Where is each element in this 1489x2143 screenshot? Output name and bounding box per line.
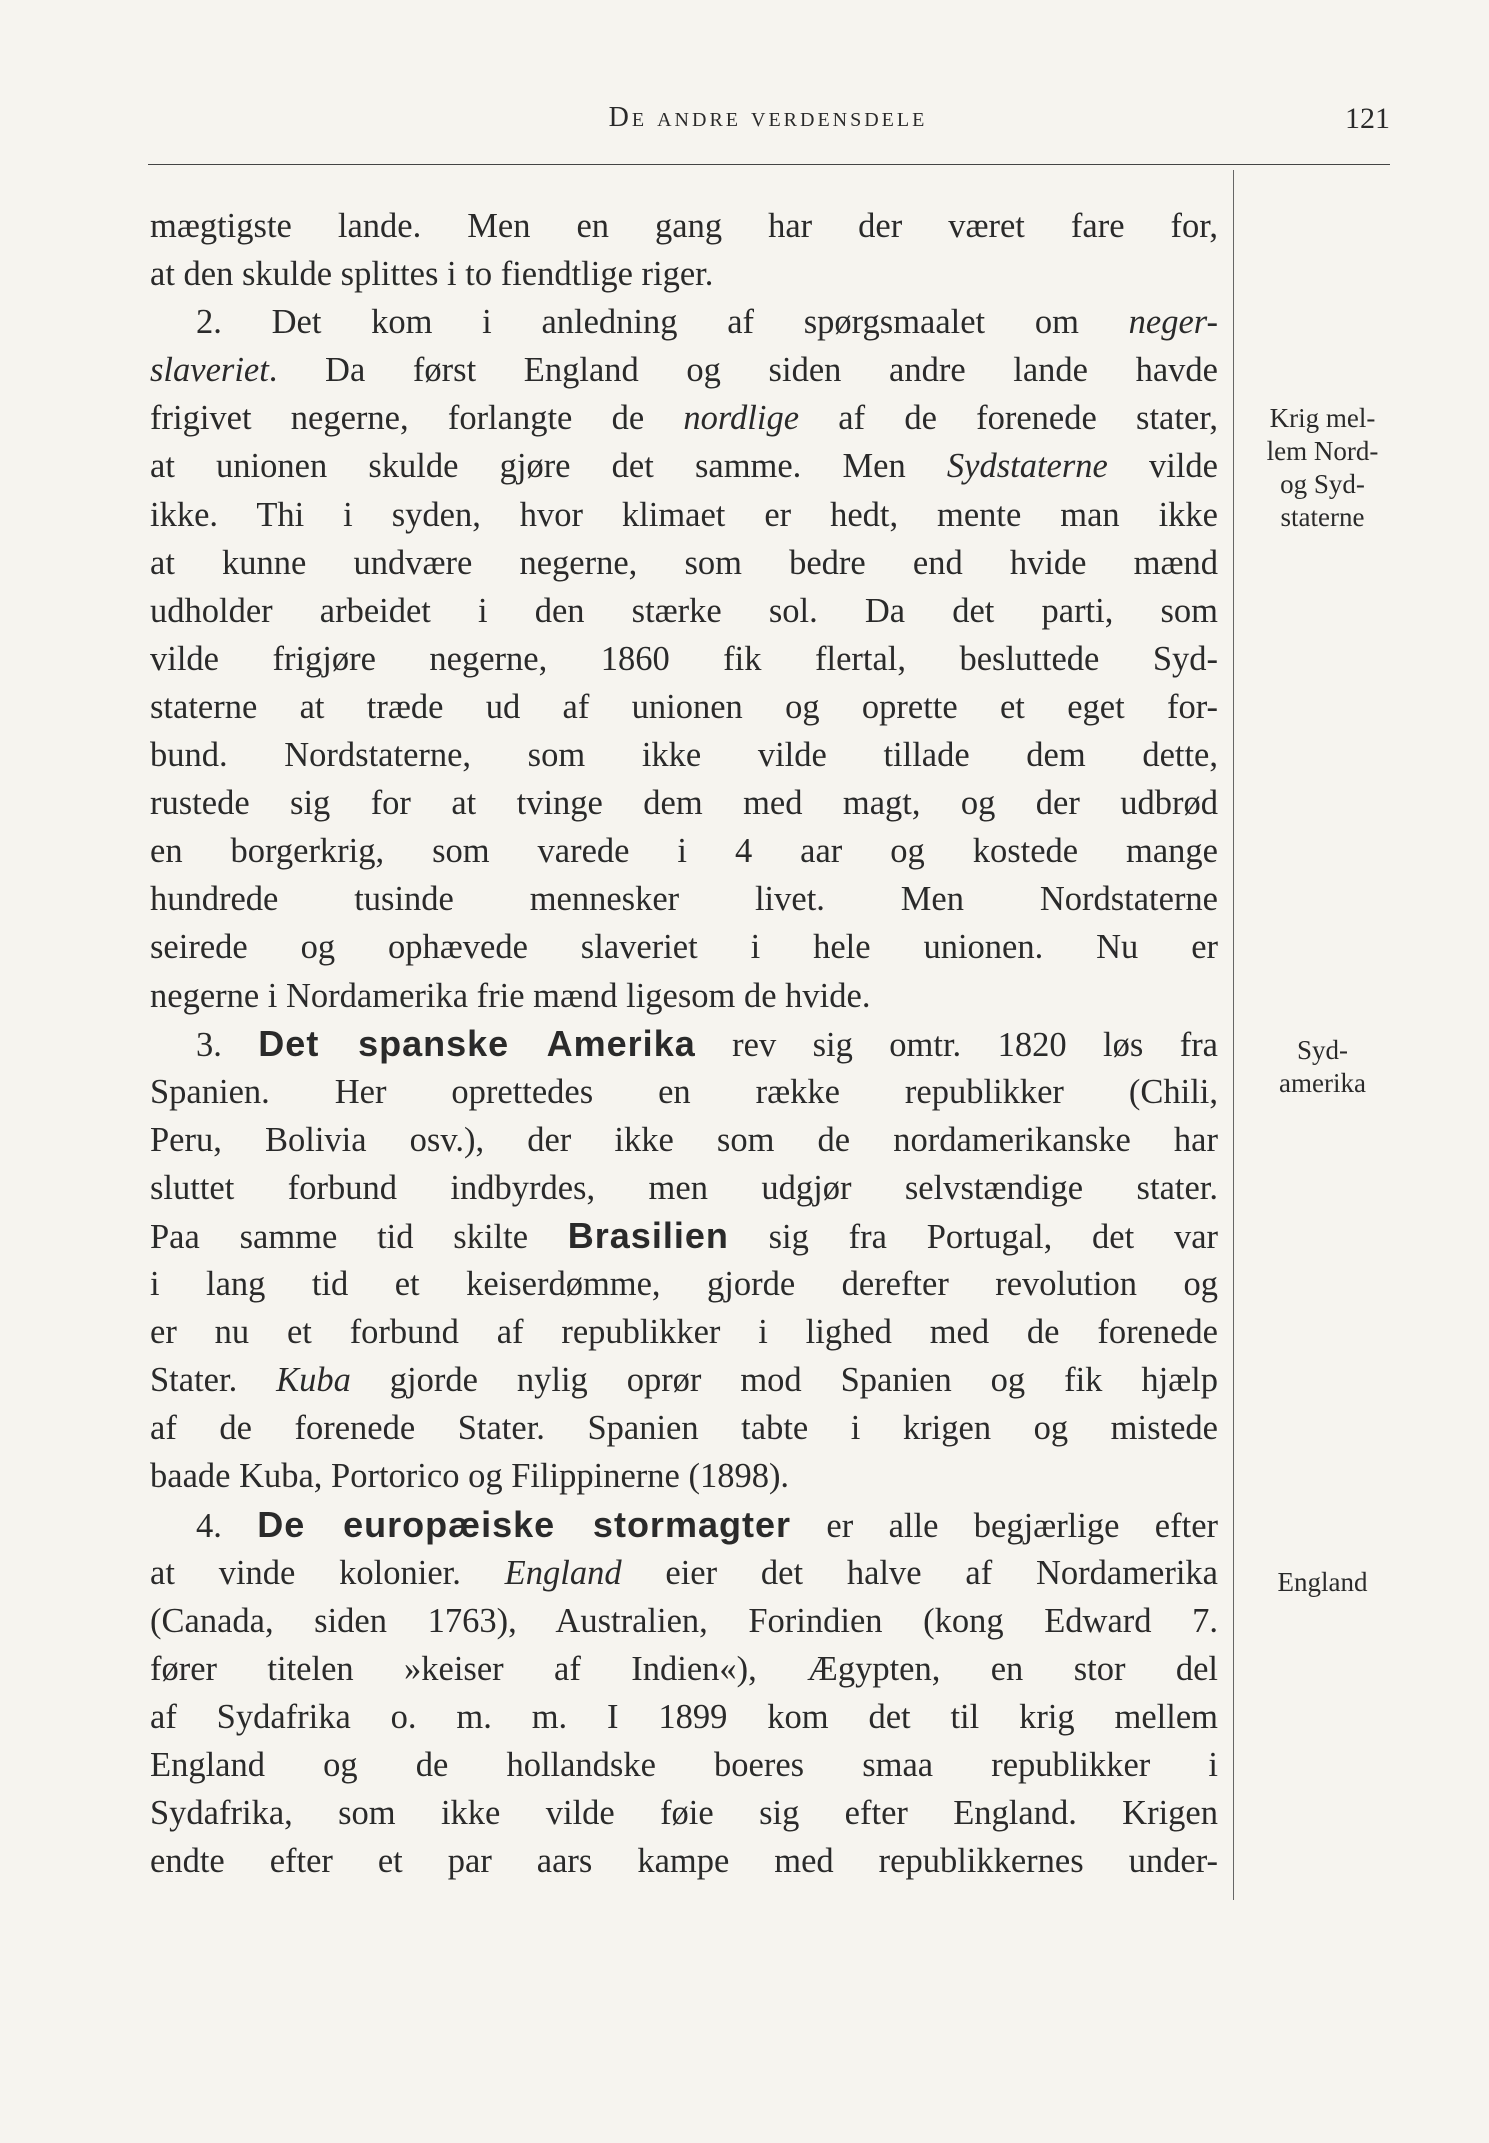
text-line xyxy=(150,972,1218,1020)
text-line xyxy=(150,1501,1218,1549)
margin-note-line: Krig mel- xyxy=(1269,403,1376,433)
text-run: bund. Nordstaterne, som ikke vilde tillade dem dette, xyxy=(150,736,1218,775)
text-run: ikke. Thi i syden, hvor klimaet er hedt, mente man ikke xyxy=(150,495,1218,534)
text-run: sig fra Portugal, det var xyxy=(728,1217,1218,1256)
text-line xyxy=(150,202,1218,250)
emphasis: nordlige xyxy=(683,399,800,438)
text-line xyxy=(150,1789,1218,1837)
text-run: af Sydafrika o. m. m. I 1899 kom det til krig mellem xyxy=(150,1697,1218,1736)
text-run: sluttet forbund indbyrdes, men udgjør selvstændige stater. xyxy=(150,1168,1218,1207)
margin-note-line: amerika xyxy=(1279,1068,1366,1098)
text-run: rustede sig for at tvinge dem med magt, og der udbrød xyxy=(150,784,1218,823)
margin-note-sydamerika xyxy=(1240,1034,1405,1100)
text-run: staterne at træde ud af unionen og oprette et eget for- xyxy=(150,687,1218,726)
margin-note-line: og Syd- xyxy=(1280,469,1365,499)
margin-note-krig xyxy=(1240,402,1405,534)
text-run: Peru, Bolivia osv.), der ikke som de nordamerikanske har xyxy=(150,1120,1218,1159)
text-line xyxy=(150,491,1218,539)
text-run: er nu et forbund af republikker i lighed med de forenede xyxy=(150,1313,1218,1352)
text-line xyxy=(150,923,1218,971)
text-run: 4. xyxy=(196,1506,258,1545)
running-head xyxy=(148,102,1390,142)
text-run: hundrede tusinde mennesker livet. Men Nordstaterne xyxy=(150,880,1218,919)
text-line xyxy=(150,1452,1218,1500)
text-run: 3. xyxy=(196,1025,259,1064)
text-line xyxy=(150,1741,1218,1789)
running-title: De andre verdensdele xyxy=(608,102,928,133)
text-line xyxy=(150,1645,1218,1693)
text-line xyxy=(150,587,1218,635)
text-line xyxy=(150,635,1218,683)
page-number: 121 xyxy=(1345,102,1390,135)
text-line xyxy=(150,1404,1218,1452)
text-line xyxy=(150,298,1218,346)
text-run: endte efter et par aars kampe med republikkernes under- xyxy=(150,1842,1218,1881)
text-run: vilde frigjøre negerne, 1860 fik flertal, besluttede Syd- xyxy=(150,639,1218,678)
emphasis: England xyxy=(504,1553,622,1592)
text-run: vilde xyxy=(1107,447,1218,486)
text-run: England og de hollandske boeres smaa republikker i xyxy=(150,1746,1218,1784)
text-line xyxy=(150,1356,1218,1404)
text-run: at unionen skulde gjøre det samme. Men xyxy=(150,447,947,486)
text-line xyxy=(150,731,1218,779)
text-run: seirede og ophævede slaveriet i hele unionen. Nu er xyxy=(150,928,1218,967)
text-run: . Da først England og siden andre lande havde xyxy=(268,351,1218,390)
margin-note-england xyxy=(1240,1566,1405,1599)
text-line xyxy=(150,1116,1218,1164)
text-run: mægtigste lande. Men en gang har der været fare for, xyxy=(150,207,1218,245)
emphasis: Sydstaterne xyxy=(946,447,1108,486)
text-run: gjorde nylig oprør mod Spanien og fik hjælp xyxy=(350,1361,1218,1400)
text-run: at den skulde splittes i to fiendtlige riger. xyxy=(150,255,714,294)
text-run: fører titelen »keiser af Indien«), Ægypten, en stor del xyxy=(150,1649,1218,1688)
text-run: Paa samme tid skilte xyxy=(150,1217,568,1256)
body-text xyxy=(150,202,1218,1885)
section-heading: Brasilien xyxy=(567,1214,729,1256)
margin-rule xyxy=(1233,170,1234,1900)
margin-note-line: England xyxy=(1277,1567,1368,1597)
text-run: i lang tid et keiserdømme, gjorde derefter revolution og xyxy=(150,1265,1218,1304)
text-run: af de forenede Stater. Spanien tabte i krigen og mistede xyxy=(150,1409,1218,1448)
text-run: Spanien. Her oprettedes en række republikker (Chili, xyxy=(150,1072,1218,1111)
emphasis: slaveriet xyxy=(150,351,269,390)
text-run: (Canada, siden 1763), Australien, Forindien (kong Edward 7. xyxy=(150,1601,1218,1640)
emphasis: Kuba xyxy=(276,1361,351,1400)
text-line xyxy=(150,1068,1218,1116)
text-run: 2. Det kom i anledning af spørgsmaalet om xyxy=(196,303,1129,342)
text-line xyxy=(150,250,1218,298)
margin-note-line: Syd- xyxy=(1296,1035,1348,1065)
section-heading: De europæiske stormagter xyxy=(257,1503,791,1545)
text-line xyxy=(150,683,1218,731)
margin-note-line: staterne xyxy=(1280,502,1365,532)
header-rule xyxy=(148,164,1390,165)
text-run: Sydafrika, som ikke vilde føie sig efter England. Krigen xyxy=(150,1794,1218,1833)
text-run: baade Kuba, Portorico og Filippinerne (1898). xyxy=(150,1457,790,1496)
text-run: eier det halve af Nordamerika xyxy=(621,1553,1218,1592)
text-run: Stater. xyxy=(150,1361,277,1400)
text-line xyxy=(150,442,1218,490)
text-run: af de forenede stater, xyxy=(799,399,1218,438)
text-line xyxy=(150,827,1218,875)
text-run: negerne i Nordamerika frie mænd ligesom de hvide. xyxy=(150,976,871,1015)
text-run: rev sig omtr. 1820 løs fra xyxy=(695,1025,1218,1064)
text-run: en borgerkrig, som varede i 4 aar og kostede mange xyxy=(150,832,1218,871)
text-line xyxy=(150,1260,1218,1308)
text-line xyxy=(150,1549,1218,1597)
text-line xyxy=(150,1837,1218,1885)
text-line xyxy=(150,1212,1218,1260)
text-line xyxy=(150,394,1218,442)
text-line xyxy=(150,346,1218,394)
text-line xyxy=(150,1020,1218,1068)
section-heading: Det spanske Amerika xyxy=(258,1022,696,1064)
emphasis: neger- xyxy=(1128,303,1218,342)
text-line xyxy=(150,1693,1218,1741)
text-run: at kunne undvære negerne, som bedre end hvide mænd xyxy=(150,543,1218,582)
text-line xyxy=(150,539,1218,587)
margin-note-line: lem Nord- xyxy=(1266,436,1379,466)
text-run: at vinde kolonier. xyxy=(150,1553,505,1592)
text-run: er alle begjærlige efter xyxy=(790,1506,1218,1545)
text-line xyxy=(150,779,1218,827)
text-run: udholder arbeidet i den stærke sol. Da det parti, som xyxy=(150,591,1218,630)
text-run: frigivet negerne, forlangte de xyxy=(150,399,684,438)
text-line xyxy=(150,875,1218,923)
text-line xyxy=(150,1597,1218,1645)
text-line xyxy=(150,1308,1218,1356)
text-line xyxy=(150,1164,1218,1212)
